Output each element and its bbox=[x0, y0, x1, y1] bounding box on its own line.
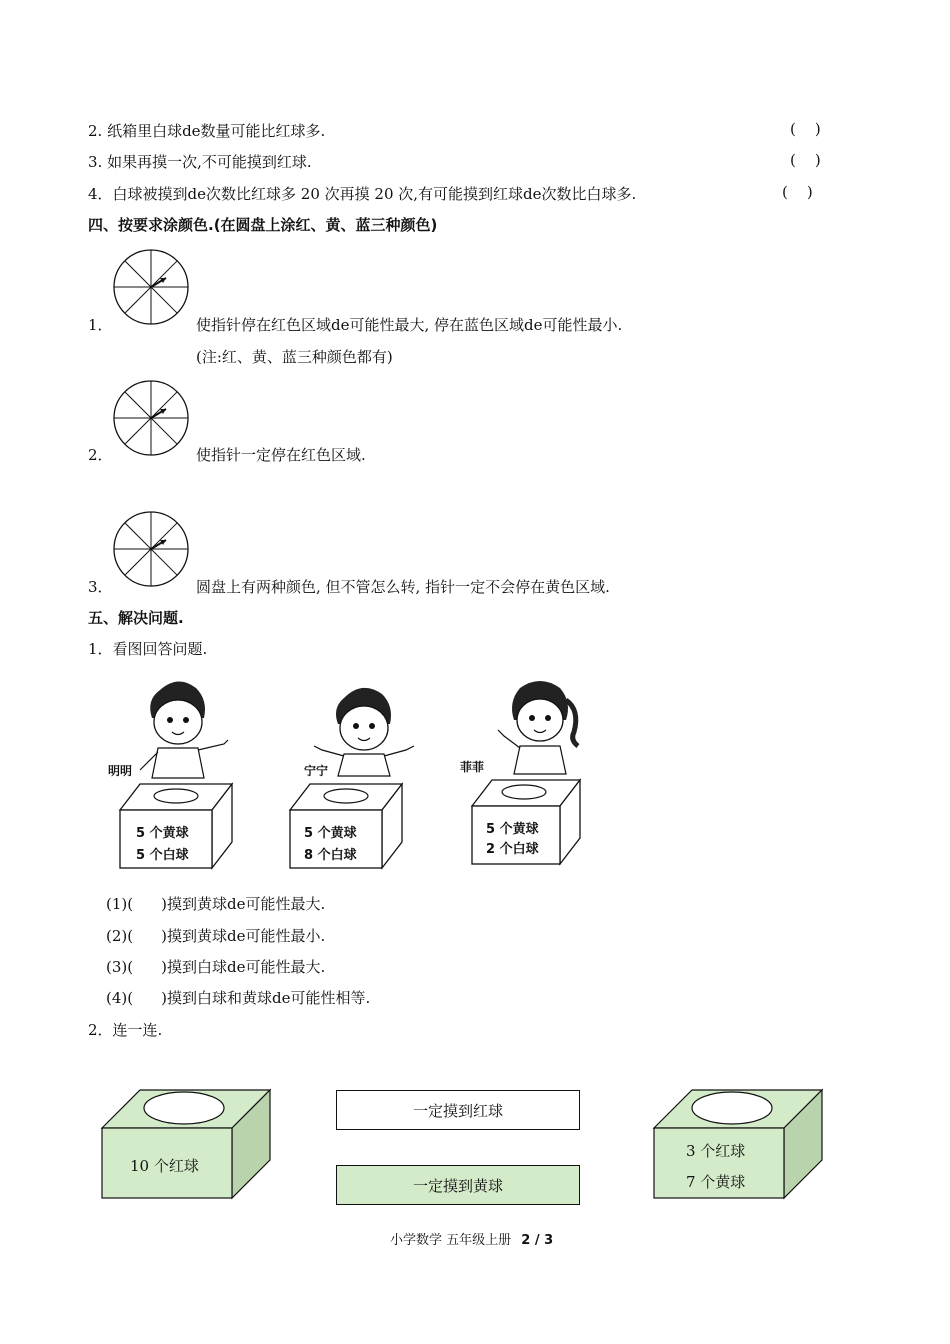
kid-feifei-figure bbox=[498, 681, 578, 774]
kid-ningning-figure bbox=[314, 688, 414, 776]
right-box-line1: 3 个红球 bbox=[686, 1142, 746, 1160]
spinner-disc-2[interactable] bbox=[112, 379, 190, 457]
box3-white: 2 个白球 bbox=[486, 842, 539, 857]
subq-3-num: (3)( bbox=[106, 958, 134, 976]
left-ball-box[interactable] bbox=[100, 1088, 272, 1200]
item-number-1: 1． bbox=[88, 316, 113, 334]
question-1: 1．看图回答问题. bbox=[88, 640, 208, 658]
page-footer bbox=[390, 1229, 553, 1248]
color-task-3: 圆盘上有两种颜色, 但不管怎么转, 指针一定不会停在黄色区域. bbox=[196, 578, 610, 596]
left-box-label: 10 个红球 bbox=[130, 1157, 199, 1175]
subq-2 bbox=[106, 925, 325, 946]
section5-title: 五、解决问题. bbox=[88, 609, 184, 627]
subq-3-text: )摸到白球de可能性最大. bbox=[161, 958, 326, 976]
kid-name-feifei: 菲菲 bbox=[460, 760, 485, 774]
box1-yellow: 5 个黄球 bbox=[136, 826, 189, 841]
option-always-red[interactable]: 一定摸到红球 bbox=[336, 1090, 580, 1130]
spinner-disc-1[interactable] bbox=[112, 248, 190, 326]
item-number-3: 3． bbox=[88, 578, 113, 596]
subq-3 bbox=[106, 956, 325, 977]
section4-title: 四、按要求涂颜色.(在圆盘上涂红、黄、蓝三种颜色) bbox=[88, 216, 438, 234]
judge-item-4: 4．白球被摸到de次数比红球多 20 次再摸 20 次,有可能摸到红球de次数比白球多. bbox=[88, 185, 637, 203]
footer-subject: 小学数学 五年级上册 bbox=[390, 1233, 512, 1248]
box1-white: 5 个白球 bbox=[136, 848, 189, 863]
answer-paren-2[interactable]: ( ) bbox=[790, 120, 821, 138]
kid-name-mingming: 明明 bbox=[108, 764, 133, 778]
subq-4 bbox=[106, 987, 370, 1008]
judge-item-3: 3. 如果再摸一次,不可能摸到红球. bbox=[88, 153, 312, 171]
color-task-2: 使指针一定停在红色区域. bbox=[196, 446, 366, 464]
option-always-yellow[interactable]: 一定摸到黄球 bbox=[336, 1165, 580, 1205]
box2-white: 8 个白球 bbox=[304, 848, 357, 863]
answer-paren-3[interactable]: ( ) bbox=[790, 151, 821, 169]
color-task-1: 使指针停在红色区域de可能性最大, 停在蓝色区域de可能性最小. bbox=[196, 316, 623, 334]
subq-1-text: )摸到黄球de可能性最大. bbox=[161, 895, 326, 913]
color-task-note: (注:红、黄、蓝三种颜色都有) bbox=[196, 348, 393, 366]
box3-yellow: 5 个黄球 bbox=[486, 822, 539, 837]
box2-yellow: 5 个黄球 bbox=[304, 826, 357, 841]
subq-2-text: )摸到黄球de可能性最小. bbox=[161, 927, 326, 945]
right-box-line2: 7 个黄球 bbox=[686, 1173, 746, 1191]
question-2: 2．连一连. bbox=[88, 1021, 163, 1039]
item-number-2: 2． bbox=[88, 446, 113, 464]
answer-paren-4[interactable]: ( ) bbox=[782, 183, 813, 201]
footer-page-number: 2 / 3 bbox=[521, 1233, 554, 1248]
subq-4-num: (4)( bbox=[106, 989, 134, 1007]
judge-item-2: 2. 纸箱里白球de数量可能比红球多. bbox=[88, 122, 326, 140]
subq-4-text: )摸到白球和黄球de可能性相等. bbox=[161, 989, 371, 1007]
kid-name-ningning: 宁宁 bbox=[304, 764, 329, 778]
subq-1-num: (1)( bbox=[106, 895, 134, 913]
spinner-disc-3[interactable] bbox=[112, 510, 190, 588]
subq-1 bbox=[106, 893, 325, 914]
kid-mingming-figure bbox=[140, 681, 228, 778]
subq-2-num: (2)( bbox=[106, 927, 134, 945]
